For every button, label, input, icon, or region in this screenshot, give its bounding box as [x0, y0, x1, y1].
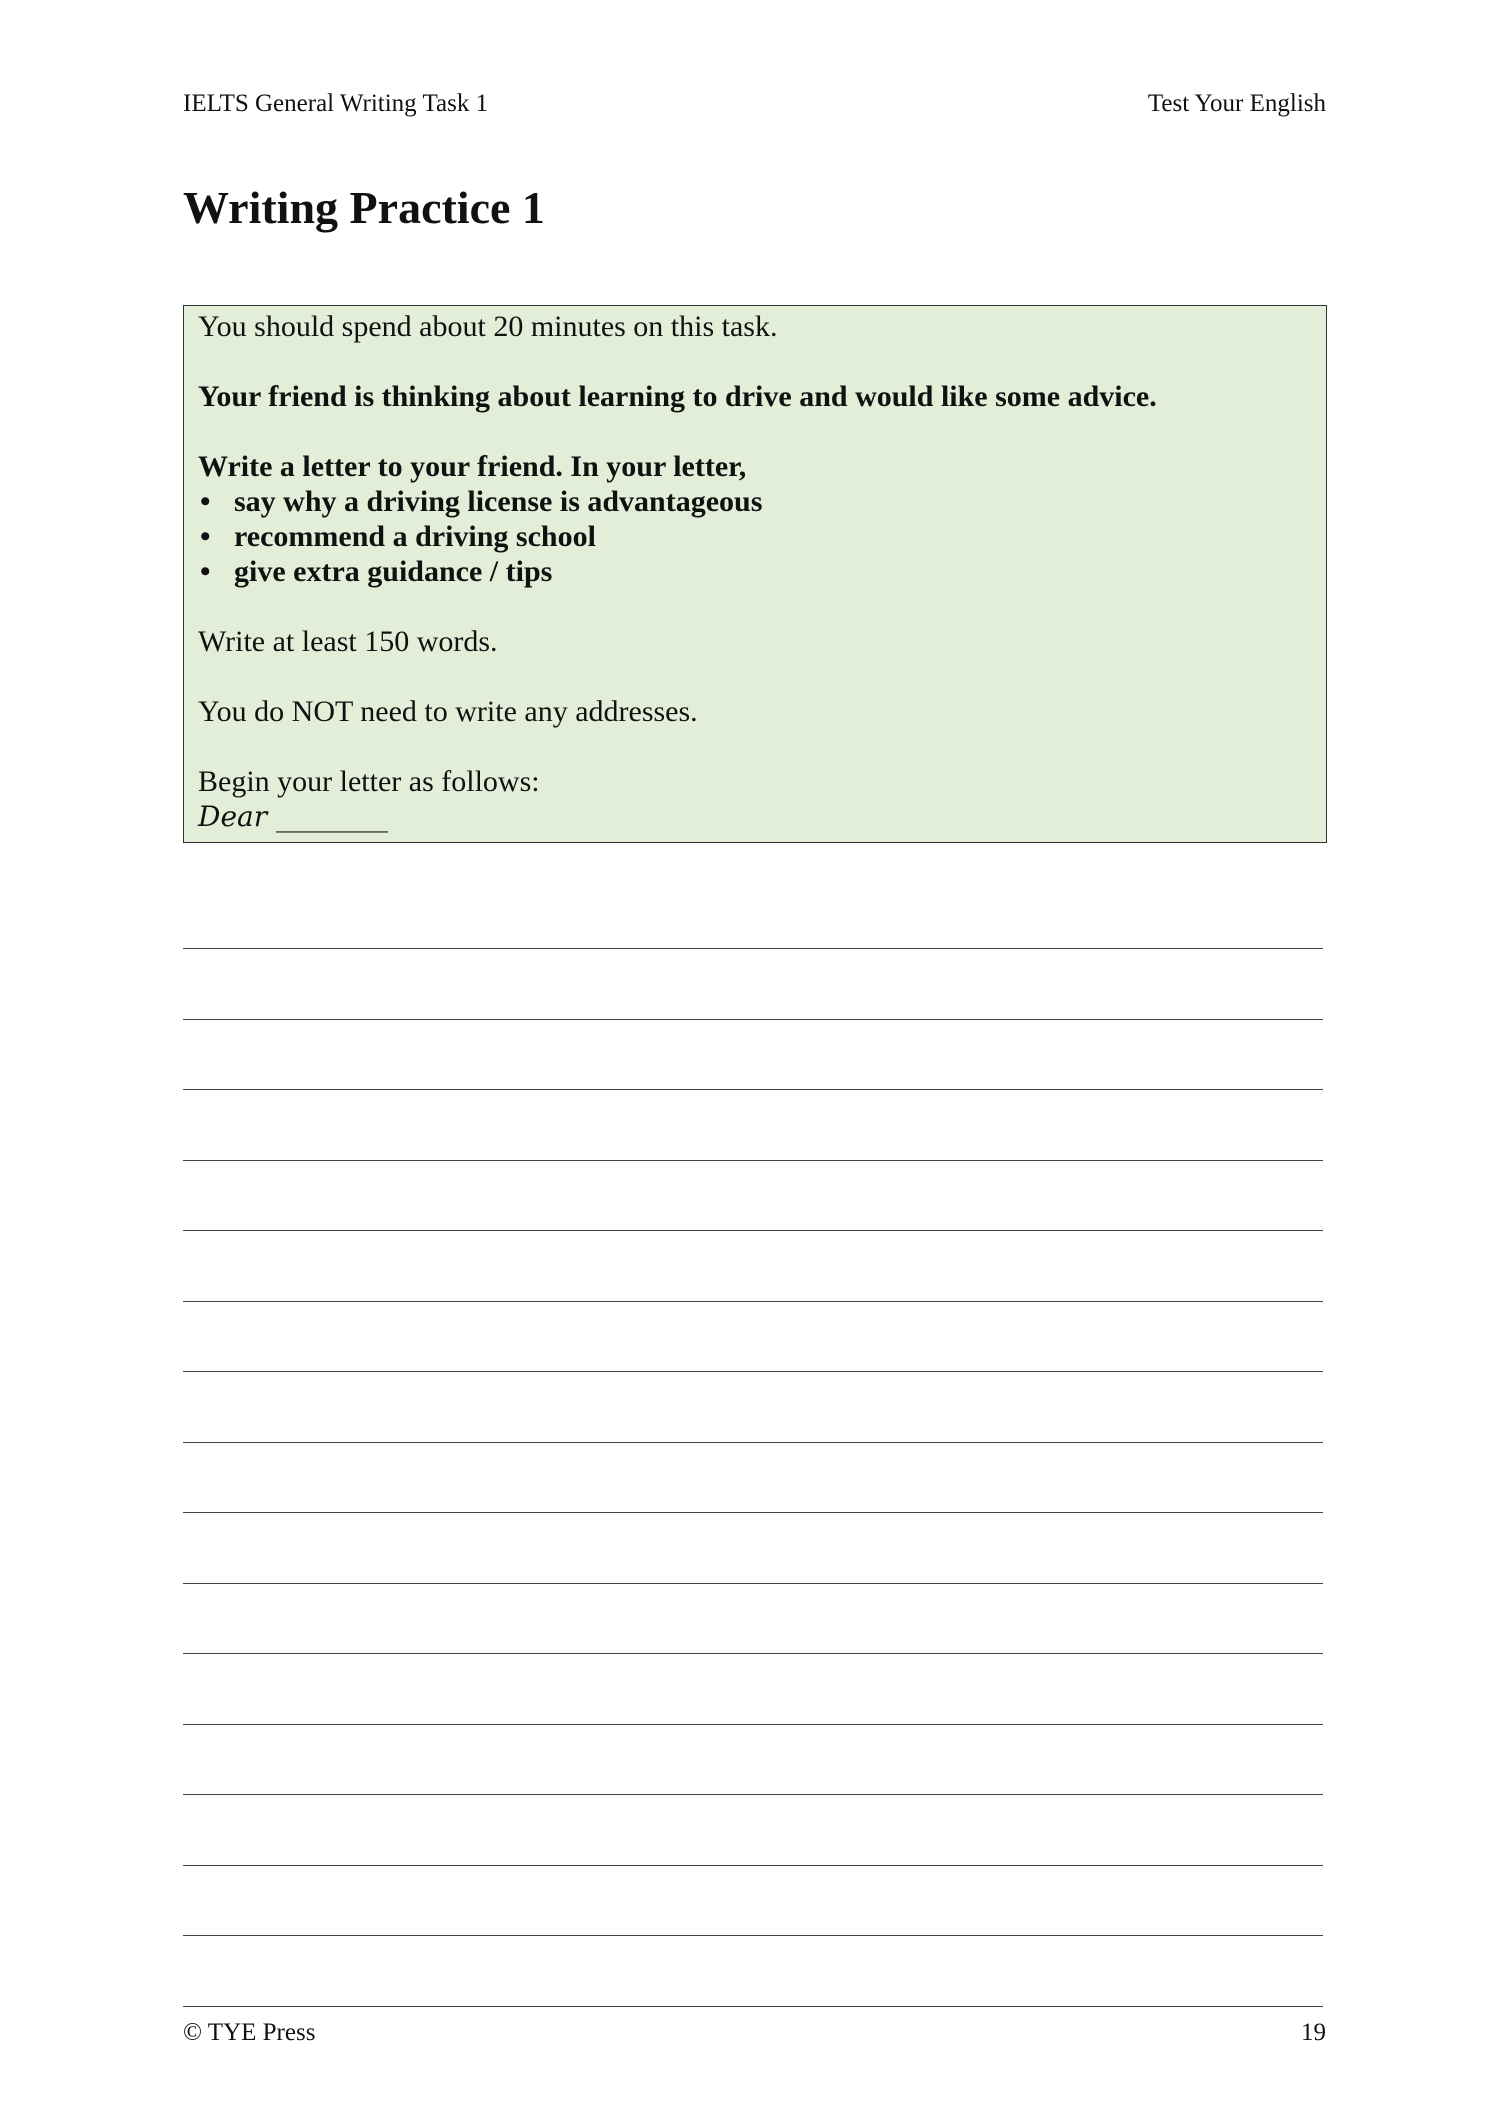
- bullet-item: [198, 554, 1312, 589]
- situation-text: Your friend is thinking about learning to drive and would like some advice.: [198, 380, 1157, 413]
- bullet-icon: •: [200, 520, 211, 553]
- letter-instruction: Write a letter to your friend. In your letter,: [198, 450, 747, 483]
- answer-line[interactable]: [183, 1161, 1323, 1232]
- answer-line[interactable]: [183, 1020, 1323, 1091]
- bullet-item: [198, 484, 1312, 519]
- answer-line[interactable]: [183, 1936, 1323, 2007]
- answer-line[interactable]: [183, 1372, 1323, 1443]
- answer-line[interactable]: [183, 1725, 1323, 1796]
- header-publication: Test Your English: [1147, 90, 1326, 117]
- bullet-item: [198, 519, 1312, 554]
- bullet-icon: •: [200, 555, 211, 588]
- bullet-text: recommend a driving school: [234, 520, 596, 553]
- begin-instruction: Begin your letter as follows:: [198, 765, 540, 798]
- answer-line[interactable]: [183, 1090, 1323, 1161]
- header-course-title: IELTS General Writing Task 1: [183, 90, 489, 117]
- answer-line[interactable]: [183, 1231, 1323, 1302]
- page-number: 19: [1301, 2019, 1326, 2046]
- bullet-text: say why a driving license is advantageous: [234, 485, 763, 518]
- bullet-text: give extra guidance / tips: [234, 555, 553, 588]
- salutation-text: Dear ________: [198, 800, 388, 833]
- answer-line[interactable]: [183, 1443, 1323, 1514]
- page-title: Writing Practice 1: [183, 182, 545, 233]
- answer-line[interactable]: [183, 1584, 1323, 1655]
- answer-line[interactable]: [183, 1795, 1323, 1866]
- footer-copyright: © TYE Press: [183, 2019, 316, 2046]
- answer-line[interactable]: [183, 1513, 1323, 1584]
- answer-line[interactable]: [183, 1866, 1323, 1937]
- word-count-instruction: Write at least 150 words.: [198, 625, 498, 658]
- answer-line[interactable]: [183, 1654, 1323, 1725]
- task-prompt-box: [183, 305, 1327, 843]
- address-instruction: You do NOT need to write any addresses.: [198, 695, 698, 728]
- answer-lines-area[interactable]: [183, 948, 1323, 2007]
- answer-line[interactable]: [183, 1302, 1323, 1373]
- bullet-list: [198, 484, 1312, 589]
- time-instruction: You should spend about 20 minutes on this task.: [198, 310, 778, 343]
- bullet-icon: •: [200, 485, 211, 518]
- answer-line[interactable]: [183, 949, 1323, 1020]
